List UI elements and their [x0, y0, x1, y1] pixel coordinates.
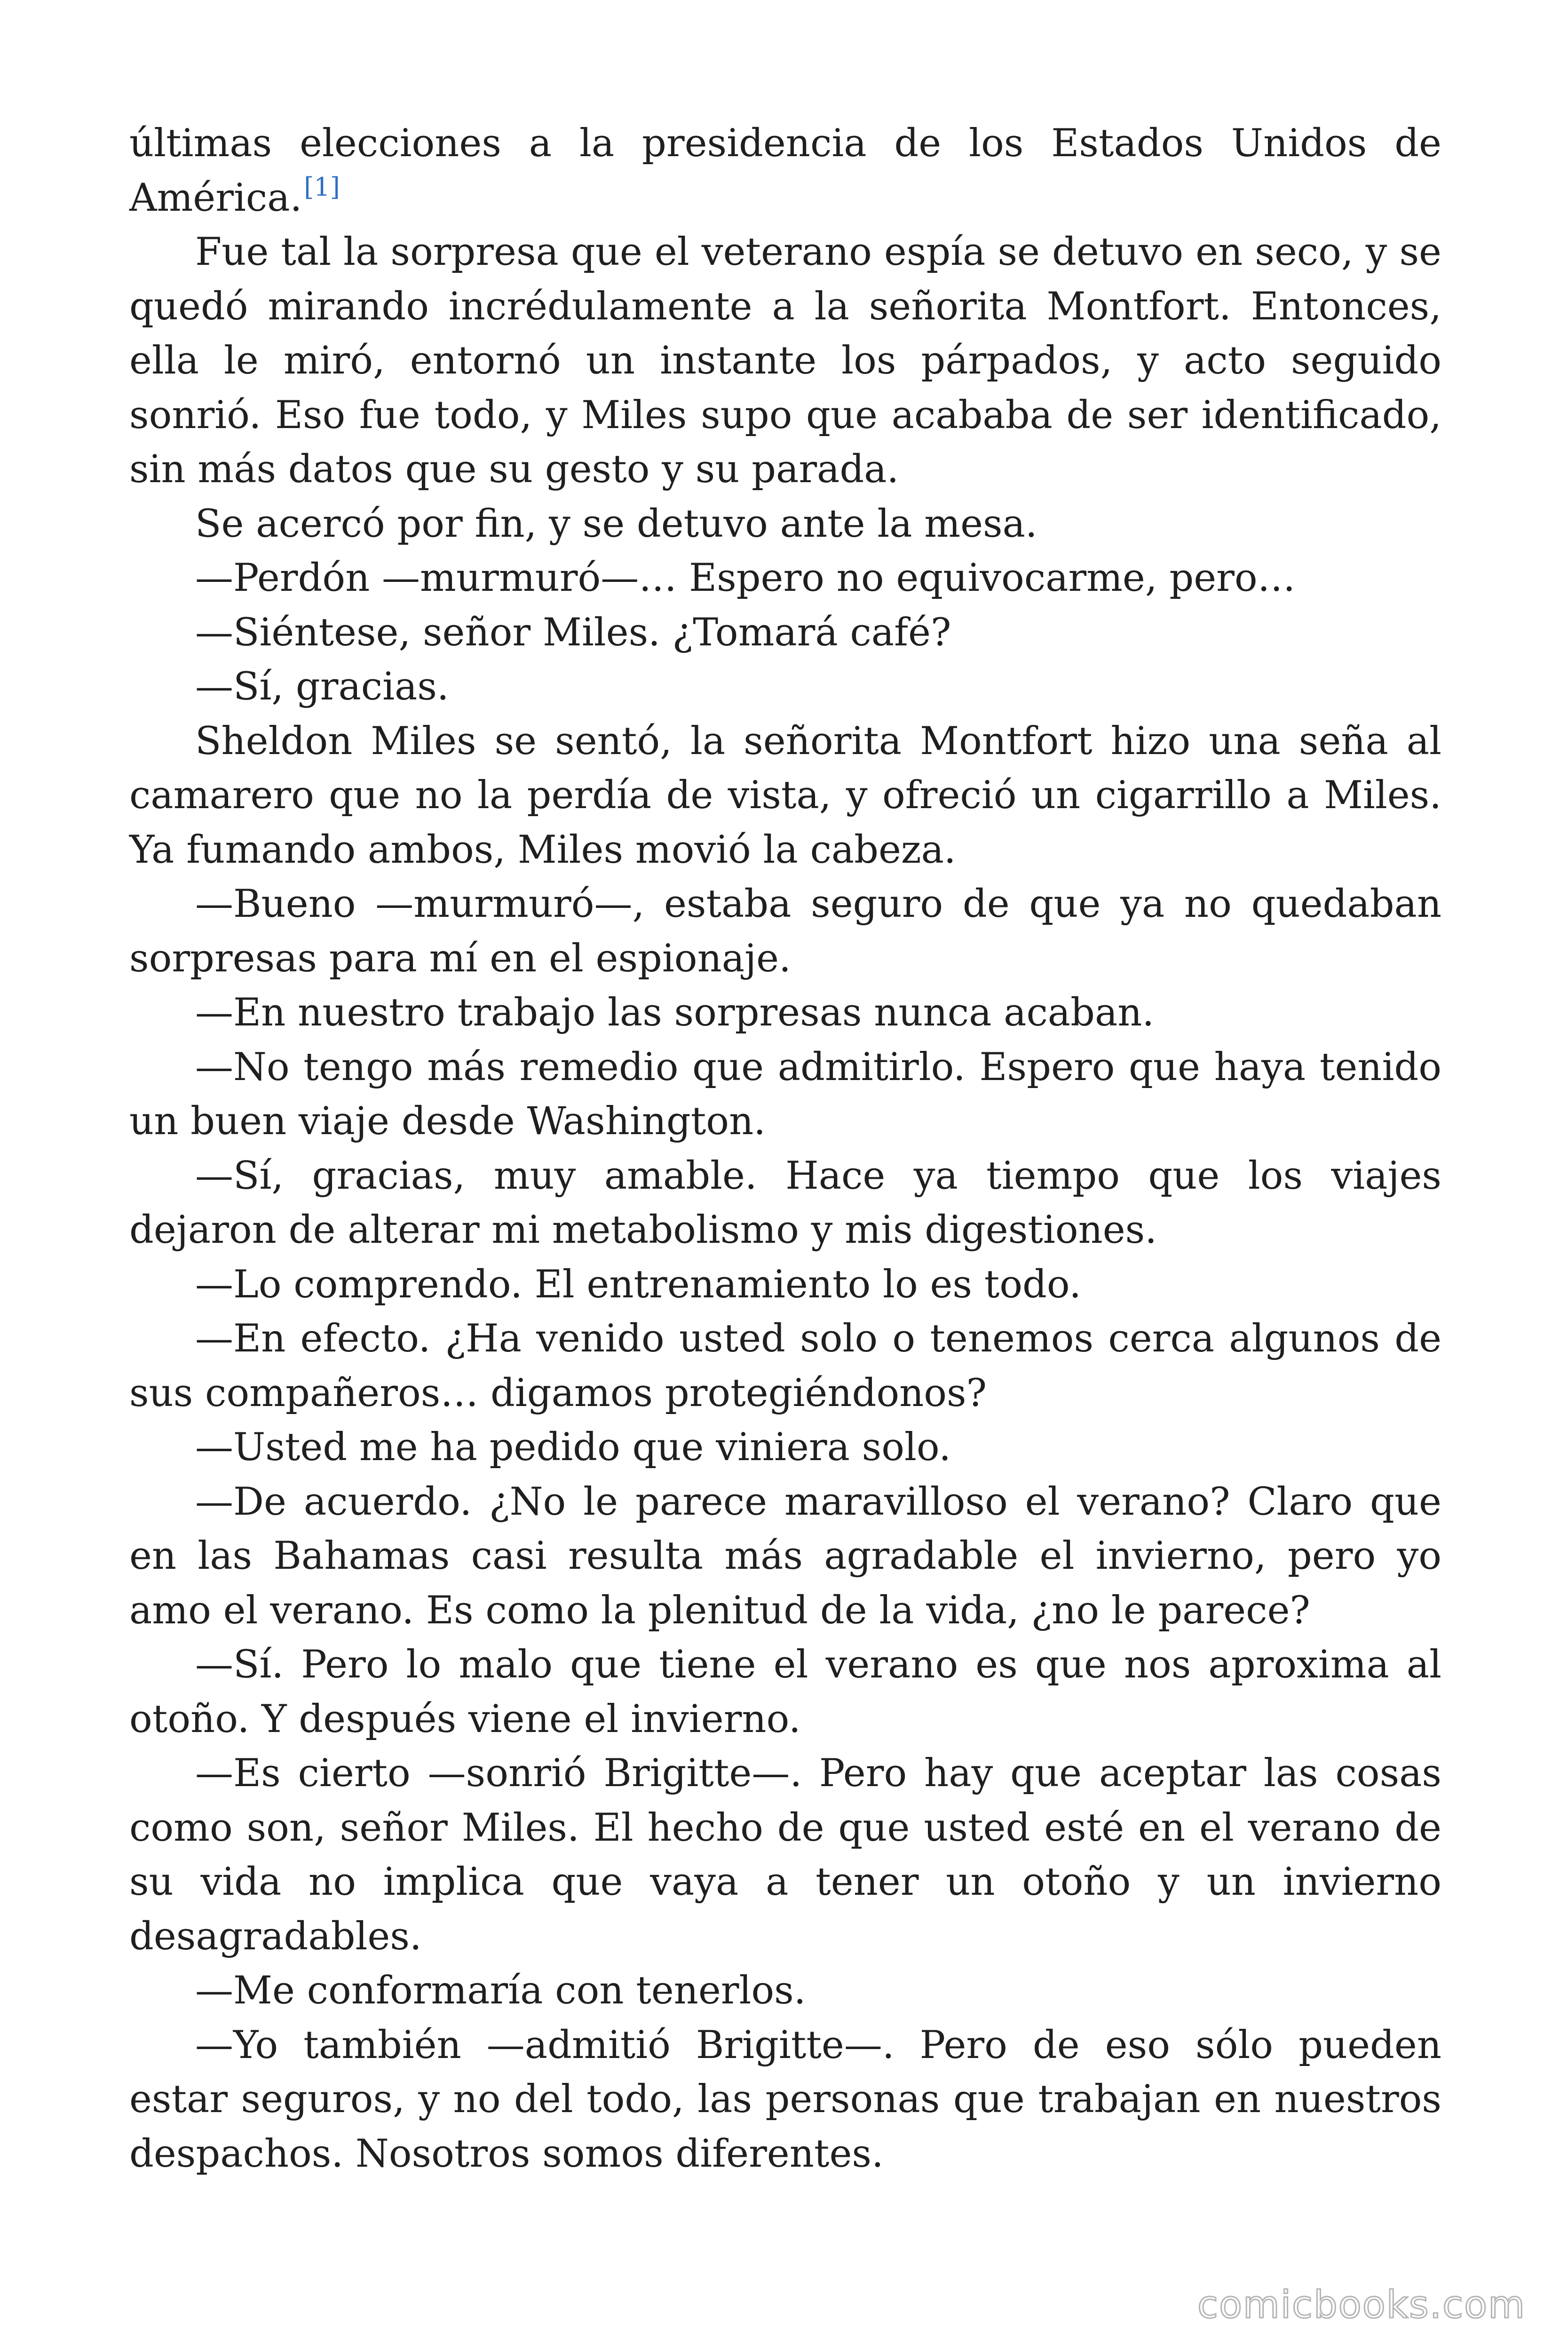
continuation-text: últimas elecciones a la presidencia de los Estados Unidos de América.	[129, 121, 1441, 220]
dialogue-line: —Sí, gracias, muy amable. Hace ya tiempo que los viajes dejaron de alterar mi metabolismo y mis digestiones.	[129, 1153, 1441, 1252]
page-body	[129, 117, 1441, 2181]
dialogue-line: —De acuerdo. ¿No le parece maravilloso el verano? Claro que en las Bahamas casi resulta más agradable el invierno, pero yo amo el verano. Es como la plenitud de la vida, ¿no le parece?	[129, 1479, 1441, 1633]
dialogue-line: —Lo comprendo. El entrenamiento lo es todo.	[195, 1262, 1081, 1307]
dialogue-line: —Perdón —murmuró—… Espero no equivocarme, pero…	[195, 556, 1296, 600]
watermark: comicbooks.com	[1197, 2283, 1526, 2327]
dialogue-line: —Siéntese, señor Miles. ¿Tomará café?	[195, 610, 951, 655]
paragraph: Fue tal la sorpresa que el veterano espía se detuvo en seco, y se quedó mirando incrédulamente a la señorita Montfort. Entonces, ella le miró, entornó un instante los párpados, y acto seguido sonrió. Eso fue todo, y Miles supo que acababa de ser identificado, sin más datos que su gesto y su parada.	[129, 230, 1441, 492]
continuation-paragraph	[129, 117, 1441, 225]
dialogue-line: —Sí, gracias.	[195, 665, 449, 709]
dialogue-line: —Me conformaría con tenerlos.	[195, 1969, 806, 2013]
paragraph: Sheldon Miles se sentó, la señorita Montfort hizo una seña al camarero que no la perdía de vista, y ofreció un cigarrillo a Miles. Ya fumando ambos, Miles movió la cabeza.	[129, 719, 1441, 872]
dialogue-line: —En nuestro trabajo las sorpresas nunca acaban.	[195, 991, 1155, 1035]
dialogue-line: —En efecto. ¿Ha venido usted solo o tenemos cerca algunos de sus compañeros… digamos protegiéndonos?	[129, 1317, 1441, 1415]
dialogue-line: —Es cierto —sonrió Brigitte—. Pero hay que aceptar las cosas como son, señor Miles. El hecho de que usted esté en el verano de su vida no implica que vaya a tener un otoño y un invierno desagradables.	[129, 1751, 1441, 1959]
dialogue-line: —No tengo más remedio que admitirlo. Espero que haya tenido un buen viaje desde Washington.	[129, 1045, 1441, 1144]
footnote-link[interactable]: [1]	[304, 172, 340, 202]
dialogue-line: —Usted me ha pedido que viniera solo.	[195, 1425, 951, 1470]
dialogue-line: —Sí. Pero lo malo que tiene el verano es que nos aproxima al otoño. Y después viene el invierno.	[129, 1643, 1441, 1741]
dialogue-line: —Bueno —murmuró—, estaba seguro de que ya no quedaban sorpresas para mí en el espionaje.	[129, 882, 1441, 981]
dialogue-line: —Yo también —admitió Brigitte—. Pero de eso sólo pueden estar seguros, y no del todo, las personas que trabajan en nuestros despachos. Nosotros somos diferentes.	[129, 2023, 1441, 2176]
paragraph: Se acercó por fin, y se detuvo ante la mesa.	[195, 501, 1037, 546]
